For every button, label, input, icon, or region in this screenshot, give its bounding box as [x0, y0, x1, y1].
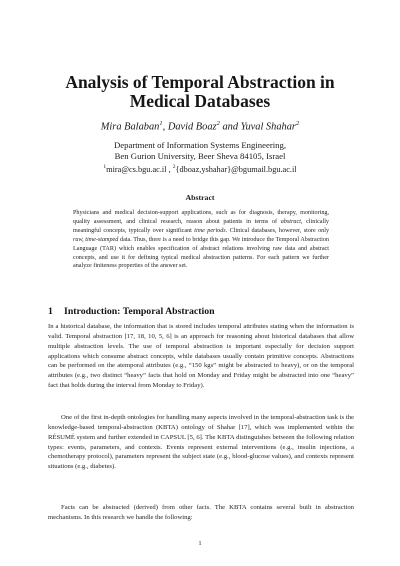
abstract-body: [73, 209, 329, 271]
section-title: Introduction: Temporal Abstraction: [64, 306, 215, 318]
section-heading: [48, 306, 358, 317]
paragraph-text: One of the first in-depth ontologies for handling many aspects involved in the temporal-abstraction task is the knowledge-based temporal-abstraction (KBTA) ontology of Shahar [17], which was implemented within the RÉSUMÉ system and further extended in CAPSUL [5, 6]. The KBTA distinguishes between the following relation types: events, parameters, and contexts. Events represent external interventions (e.g., insulin injections, a chemotherapy protocol), parameters represent the subject state (e.g., blood-glucose values), and contexts represent situations (e.g., diabetes).: [48, 414, 354, 471]
body-paragraph: [48, 503, 354, 523]
affiliation-department: Department of Information Systems Engineering,: [113, 140, 287, 150]
abstract-text: Physicians and medical decision-support applications, such as for diagnosis, therapy, monitoring, quality assessment, and clinical research, reason about patients in terms of: [73, 210, 329, 225]
body-paragraph: [48, 322, 354, 391]
abstract-text: , clinically meaningful concepts, typically over significant: [73, 218, 330, 234]
paragraph-text: In a historical database, the information that is stored includes temporal attributes stating when the information is valid. Temporal abstraction [17, 18, 10, 5, 6] is an approach for reasoning about historical databases that allow multiple abstraction levels. The use of temporal abstraction is important especially for decision support applications which consume abstract concepts, while databases usually contain primitive concepts. Abstractions can be performed on the atemporal attributes (e.g., “150 kgs” might be abstracted to heavy), or on the temporal attributes (e.g., two distinct “heavy” facts that hold on Monday and Friday might be abstracted into one “heavy” fact that holds during the interval from Monday to Friday).: [48, 323, 354, 390]
abstract-emphasis: abstract: [280, 218, 301, 225]
email-mark: 1: [103, 164, 107, 170]
email-address: {dboaz,yshahar}@bgumail.bgu.ac.il: [175, 164, 297, 174]
author-name: Yuval Shahar: [240, 121, 296, 133]
author-list: [40, 120, 360, 132]
abstract-emphasis: raw, time-stamped: [73, 236, 119, 243]
page-number: 1: [198, 540, 202, 547]
abstract-text: data. Thus, there is a need to bridge this gap. We introduce the Temporal Abstraction Language (TAR) which enables specification of abstract relations involving raw data and abstract concepts, and use it for defining typical medical abstraction patterns. For each pattern we further analyze finiteness properties of the answer set.: [73, 236, 329, 270]
email-mark: 2: [172, 164, 176, 170]
author-emails: [40, 164, 360, 174]
author-name: Mira Balaban: [100, 121, 160, 133]
author-affiliation-mark: 2: [216, 120, 220, 127]
affiliation-university: Ben Gurion University, Beer Sheva 84105, Israel: [114, 151, 286, 161]
paper-title-line-2: Medical Databases: [129, 91, 271, 111]
author-separator: ,: [162, 121, 168, 133]
abstract-heading: Abstract: [185, 193, 215, 202]
author-affiliation-mark: 2: [295, 120, 300, 127]
abstract-text: . Clinical databases, however, store only: [225, 227, 330, 234]
body-paragraph: [48, 413, 354, 472]
email-address: mira@cs.bgu.ac.il ,: [106, 164, 173, 174]
paper-title-line-1: Analysis of Temporal Abstraction in: [65, 72, 335, 92]
paragraph-text: Facts can be abstracted (derived) from other facts. The KBTA contains several built in abstraction mechanisms. In this research we handle the following:: [48, 504, 354, 521]
author-affiliation-mark: 1: [159, 120, 163, 127]
author-name: David Boaz: [167, 121, 217, 133]
author-separator: and: [219, 121, 241, 133]
section-number: 1: [48, 306, 53, 318]
abstract-emphasis: time periods: [194, 227, 226, 234]
